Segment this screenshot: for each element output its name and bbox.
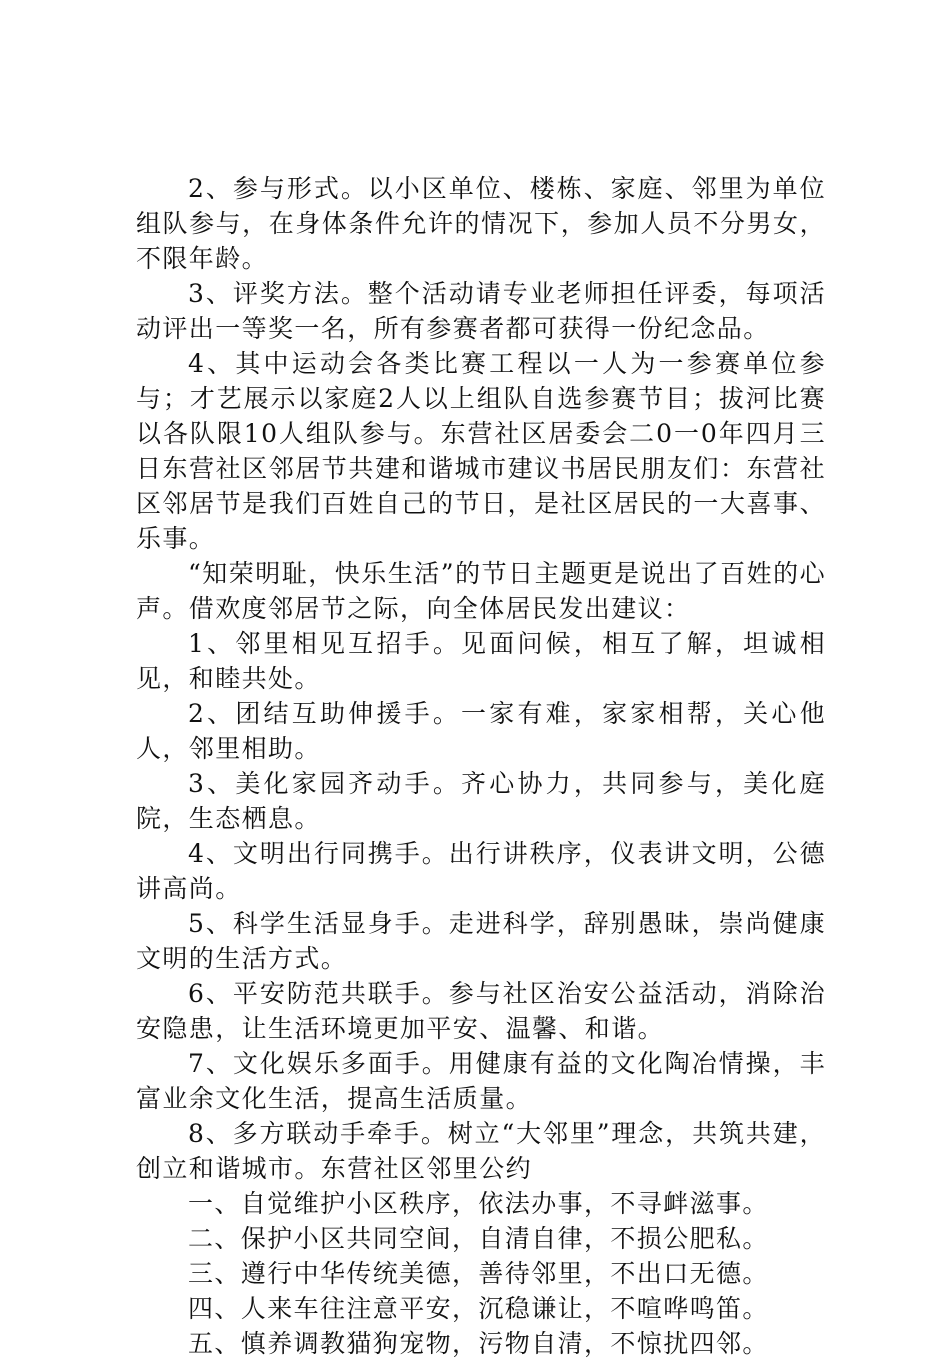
paragraph-award-method: 3、评奖方法。整个活动请专业老师担任评委，每项活动评出一等奖一名，所有参赛者都可获得一份纪念品。	[136, 279, 826, 343]
proposal-item-3: 3、美化家园齐动手。齐心协力，共同参与，美化庭院，生态栖息。	[136, 769, 826, 833]
paragraph-participation-form: 2、参与形式。以小区单位、楼栋、家庭、邻里为单位组队参与，在身体条件允许的情况下，参加人员不分男女，不限年龄。	[136, 174, 826, 273]
proposal-item-4: 4、文明出行同携手。出行讲秩序，仪表讲文明，公德讲高尚。	[136, 839, 826, 903]
convention-item-4: 四、人来车往注意平安，沉稳谦让，不喧哗鸣笛。	[188, 1294, 769, 1323]
convention-item-5: 五、慎养调教猫狗宠物，污物自清，不惊扰四邻。	[188, 1329, 769, 1358]
paragraph-festival-theme: “知荣明耻，快乐生活”的节日主题更是说出了百姓的心声。借欢度邻居节之际，向全体居民发出建议：	[136, 559, 826, 623]
convention-item-3: 三、遵行中华传统美德，善待邻里，不出口无德。	[188, 1259, 769, 1288]
proposal-item-2: 2、团结互助伸援手。一家有难，家家相帮，关心他人，邻里相助。	[136, 699, 826, 763]
document-body	[136, 171, 826, 1361]
proposal-item-6: 6、平安防范共联手。参与社区治安公益活动，消除治安隐患，让生活环境更加平安、温馨、和谐。	[136, 979, 826, 1043]
convention-item-2: 二、保护小区共同空间，自清自律，不损公肥私。	[188, 1224, 769, 1253]
proposal-item-1: 1、邻里相见互招手。见面问候，相互了解，坦诚相见，和睦共处。	[136, 629, 826, 693]
paragraph-competition-rules: 4、其中运动会各类比赛工程以一人为一参赛单位参与；才艺展示以家庭2人以上组队自选参赛节目；拔河比赛以各队限10人组队参与。东营社区居委会二0一0年四月三日东营社区邻居节共建和谐城市建议书居民朋友们：东营社区邻居节是我们百姓自己的节日，是社区居民的一大喜事、乐事。	[136, 349, 826, 553]
proposal-item-5: 5、科学生活显身手。走进科学，辞别愚昧，崇尚健康文明的生活方式。	[136, 909, 826, 973]
proposal-item-8: 8、多方联动手牵手。树立“大邻里”理念，共筑共建，创立和谐城市。东营社区邻里公约	[136, 1119, 826, 1183]
proposal-item-7: 7、文化娱乐多面手。用健康有益的文化陶冶情操，丰富业余文化生活，提高生活质量。	[136, 1049, 826, 1113]
convention-item-1: 一、自觉维护小区秩序，依法办事，不寻衅滋事。	[188, 1189, 769, 1218]
